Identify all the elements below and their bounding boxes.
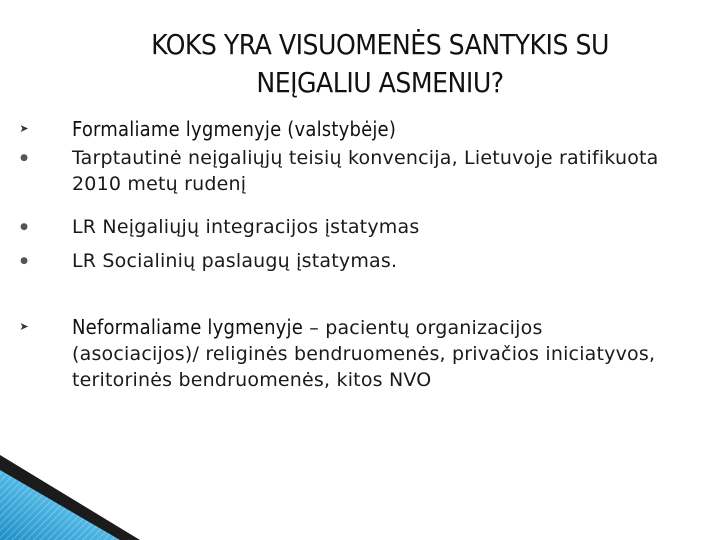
dot-bullet-icon: ●: [20, 153, 28, 163]
list-item-informal-level: [72, 314, 672, 393]
list-item-text: LR Socialinių paslaugų įstatymas.: [72, 250, 398, 272]
dot-bullet-icon: ●: [20, 222, 28, 232]
list-item-text: – pacientų organizacijos (asociacijos)/ religinės bendruomenės, privačios iniciatyvos, teritorinės bendruomenės, kitos NVO: [72, 317, 656, 391]
list-item-heading: Formaliame lygmenyje (valstybėje): [72, 117, 397, 141]
arrow-bullet-icon: ➤: [19, 122, 29, 135]
list-item-text: LR Neįgaliųjų integracijos įstatymas: [72, 216, 420, 238]
list-item-formal-level: [72, 116, 672, 143]
list-item-social-services-law: [72, 248, 672, 274]
dot-bullet-icon: ●: [20, 256, 28, 266]
slide-title-line-1: KOKS YRA VISUOMENĖS SANTYKIS SU: [151, 28, 609, 61]
list-item-integration-law: [72, 214, 672, 240]
list-item-convention: [72, 145, 672, 197]
slide-title-line-2: NEĮGALIU ASMENIU?: [256, 66, 504, 99]
list-item-heading: Neformaliame lygmenyje: [72, 315, 304, 339]
arrow-bullet-icon: ➤: [19, 320, 29, 333]
list-item-text: Tarptautinė neįgaliųjų teisių konvencija, Lietuvoje ratifikuota 2010 metų rudenį: [72, 147, 659, 195]
